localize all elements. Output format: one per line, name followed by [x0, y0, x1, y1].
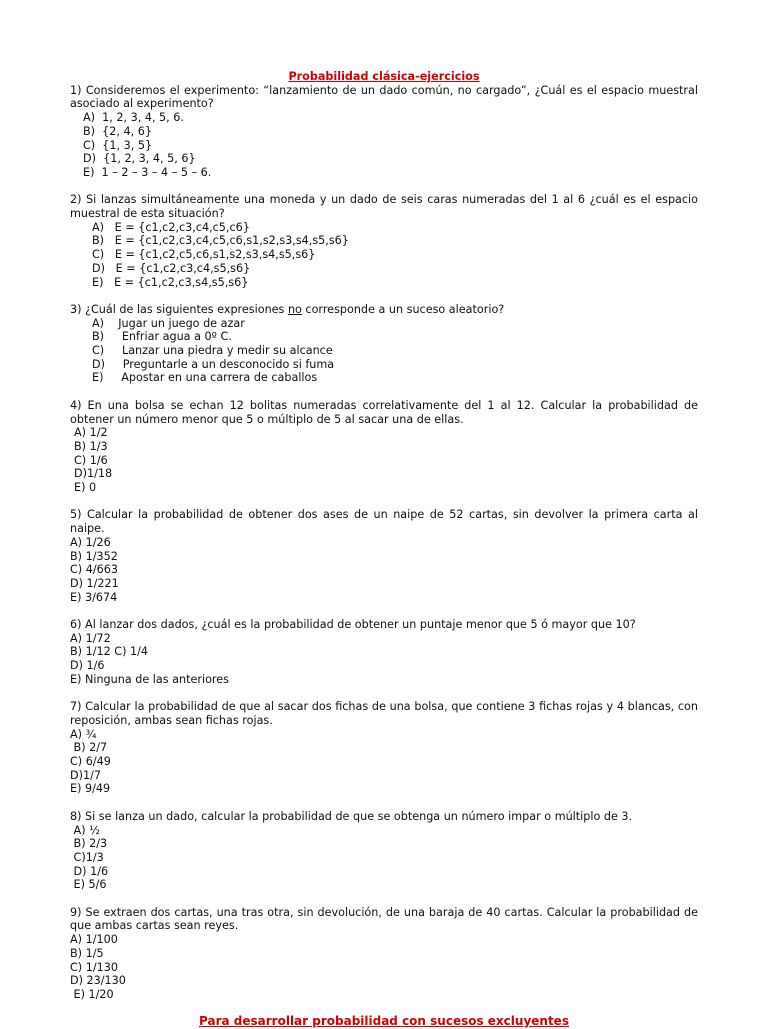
option-e: E) 9/49: [70, 782, 111, 796]
option-e: E) Ninguna de las anteriores: [70, 672, 229, 686]
question-5: [70, 508, 698, 604]
option-c: C) 6/49: [70, 755, 111, 769]
section-heading-cutoff: Para desarrollar probabilidad con sucesos excluyentes: [199, 1014, 569, 1028]
option-b: B) {2, 4, 6}: [83, 124, 152, 138]
option-d: D) {1, 2, 3, 4, 5, 6}: [83, 152, 196, 166]
option-b: B) 2/7: [70, 741, 108, 755]
document-title: Probabilidad clásica-ejercicios: [288, 70, 480, 83]
option-c: C) 1/130: [70, 960, 118, 974]
stem-emphasis: no: [287, 302, 302, 316]
option-b: B) Enfriar agua a 0º C.: [92, 330, 232, 344]
option-c: C) E = {c1,c2,c5,c6,s1,s2,s3,s4,s5,s6}: [92, 248, 316, 262]
option-a: A) E = {c1,c2,c3,c4,c5,c6}: [92, 220, 250, 234]
question-stem: 9) Se extraen dos cartas, una tras otra, sin devolución, de una baraja de 40 cartas. Calcular la probabilidad de que ambas cartas sean reyes.: [70, 905, 698, 933]
option-b: B) 2/3: [70, 837, 108, 851]
option-e: E) 5/6: [70, 878, 107, 892]
option-d: D) 1/221: [70, 576, 119, 590]
question-7: [70, 700, 698, 796]
stem-start: 3) ¿Cuál de las siguientes expresiones: [70, 302, 288, 316]
option-a: A) 1, 2, 3, 4, 5, 6.: [83, 111, 184, 125]
option-e: E) Apostar en una carrera de caballos: [92, 371, 318, 385]
option-d: D)1/18: [74, 467, 113, 481]
question-6: [70, 618, 698, 687]
option-a: A) 1/2: [74, 426, 108, 440]
option-e: E) 0: [74, 481, 97, 495]
option-d: D) 23/130: [70, 974, 126, 988]
stem-end: corresponde a un suceso aleatorio?: [301, 302, 505, 316]
option-a: A) ¾: [70, 727, 97, 741]
question-stem: 2) Si lanzas simultáneamente una moneda y un dado de seis caras numeradas del 1 al 6 ¿cuál es el espacio muestral de esta situación?: [70, 193, 698, 221]
question-stem: 7) Calcular la probabilidad de que al sacar dos fichas de una bolsa, que contiene 3 fichas rojas y 4 blancas, con reposición, ambas sean fichas rojas.: [70, 700, 698, 727]
question-4: [70, 399, 698, 495]
question-1: [70, 84, 698, 180]
option-b: B) E = {c1,c2,c3,c4,c5,c6,s1,s2,s3,s4,s5,s6}: [92, 234, 349, 248]
option-d: D) Preguntarle a un desconocido si fuma: [92, 357, 335, 371]
option-e: E) E = {c1,c2,c3,s4,s5,s6}: [92, 275, 249, 289]
option-c: C) 4/663: [70, 563, 118, 577]
question-stem: [70, 303, 698, 317]
option-b: B) 1/352: [70, 549, 118, 563]
option-d: D) 1/6: [70, 864, 109, 878]
question-9: [70, 906, 698, 1002]
question-stem: 6) Al lanzar dos dados, ¿cuál es la probabilidad de obtener un puntaje menor que 5 ó mayor que 10?: [70, 618, 636, 632]
question-3: [70, 303, 698, 385]
option-c: C) {1, 3, 5}: [83, 138, 153, 152]
option-a: A) ½: [70, 823, 100, 837]
option-c: C) Lanzar una piedra y medir su alcance: [92, 344, 333, 358]
option-c: C) 1/6: [74, 453, 108, 467]
document-page: [70, 70, 698, 1002]
option-e: E) 1/20: [70, 987, 114, 1001]
question-stem: 5) Calcular la probabilidad de obtener dos ases de un naipe de 52 cartas, sin devolver la primera carta al naipe.: [70, 508, 698, 536]
question-8: [70, 810, 698, 892]
question-2: [70, 193, 698, 289]
option-a: A) 1/26: [70, 535, 111, 549]
option-a: A) Jugar un juego de azar: [92, 316, 245, 330]
question-stem: 1) Consideremos el experimento: “lanzamiento de un dado común, no cargado”, ¿Cuál es el espacio muestral asociado al experimento?: [70, 83, 698, 111]
option-e: E) 3/674: [70, 590, 118, 604]
option-d: D) 1/6: [70, 659, 105, 673]
question-stem: 4) En una bolsa se echan 12 bolitas numeradas correlativamente del 1 al 12. Calcular la probabilidad de obtener un número menor que 5 o múltiplo de 5 al sacar una de ellas.: [70, 398, 698, 426]
question-stem: 8) Si se lanza un dado, calcular la probabilidad de que se obtenga un número impar o múltiplo de 3.: [70, 809, 633, 823]
option-c: C)1/3: [70, 850, 104, 864]
option-a: A) 1/100: [70, 933, 118, 947]
option-b-c: B) 1/12 C) 1/4: [70, 645, 149, 659]
option-b: B) 1/5: [70, 946, 104, 960]
option-b: B) 1/3: [74, 439, 108, 453]
option-a: A) 1/72: [70, 631, 111, 645]
option-e: E) 1 – 2 – 3 – 4 – 5 – 6.: [83, 165, 212, 179]
option-d: D) E = {c1,c2,c3,c4,s5,s6}: [92, 261, 251, 275]
option-d: D)1/7: [70, 768, 101, 782]
